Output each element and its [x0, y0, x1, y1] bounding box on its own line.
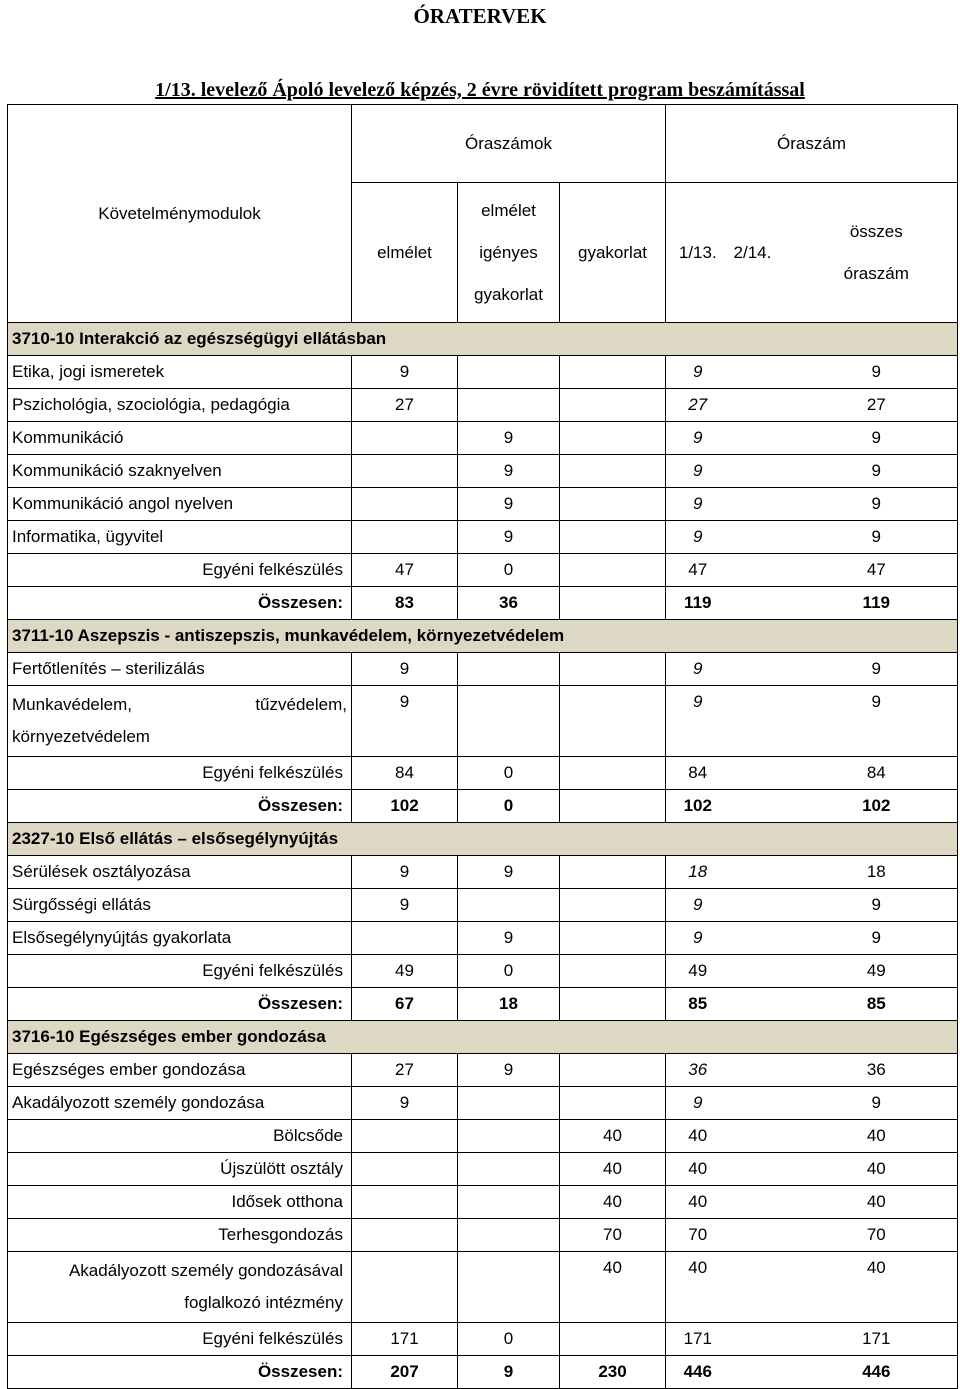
cell-tot: 36	[796, 1054, 958, 1087]
cell-y2	[730, 422, 796, 455]
cell-eig	[458, 389, 560, 422]
cell-eig	[458, 653, 560, 686]
row-name: Kommunikáció szaknyelven	[8, 455, 352, 488]
cell-gyak: 40	[560, 1252, 666, 1323]
cell-y1: 9	[666, 422, 730, 455]
cell-y1: 27	[666, 389, 730, 422]
cell-eig	[458, 1186, 560, 1219]
subject-row	[8, 922, 958, 955]
section-heading-row	[8, 620, 958, 653]
row-name-line	[12, 689, 347, 721]
cell-elm	[352, 488, 458, 521]
cell-eig: 9	[458, 856, 560, 889]
cell-y1: 36	[666, 1054, 730, 1087]
subject-row	[8, 521, 958, 554]
cell-y1: 102	[666, 790, 730, 823]
row-name-line: környezetvédelem	[12, 727, 150, 746]
cell-y1: 40	[666, 1186, 730, 1219]
cell-elm	[352, 1186, 458, 1219]
subject-row	[8, 856, 958, 889]
row-name: Kommunikáció angol nyelven	[8, 488, 352, 521]
row-name-line: foglalkozó intézmény	[184, 1293, 343, 1312]
cell-eig: 0	[458, 554, 560, 587]
section-heading: 3716-10 Egészséges ember gondozása	[8, 1021, 958, 1054]
cell-tot: 9	[796, 1087, 958, 1120]
header-gyakorlat: gyakorlat	[560, 183, 666, 323]
subject-row	[8, 889, 958, 922]
cell-gyak: 230	[560, 1356, 666, 1389]
row-name-line: Akadályozott személy gondozásával	[68, 1261, 343, 1280]
cell-gyak	[560, 1087, 666, 1120]
cell-elm: 9	[352, 356, 458, 389]
section-heading-row	[8, 323, 958, 356]
cell-eig	[458, 686, 560, 757]
cell-elm: 9	[352, 889, 458, 922]
row-name: Egyéni felkészülés	[8, 757, 352, 790]
cell-elm	[352, 1153, 458, 1186]
cell-elm	[352, 521, 458, 554]
cell-gyak	[560, 389, 666, 422]
cell-tot: 9	[796, 686, 958, 757]
total-row	[8, 587, 958, 620]
cell-elm: 102	[352, 790, 458, 823]
section-heading-row	[8, 1021, 958, 1054]
subject-row	[8, 1054, 958, 1087]
self-study-row	[8, 955, 958, 988]
cell-gyak	[560, 922, 666, 955]
cell-gyak	[560, 790, 666, 823]
practice-row	[8, 1186, 958, 1219]
cell-tot: 9	[796, 922, 958, 955]
cell-eig	[458, 1219, 560, 1252]
row-name: Informatika, ügyvitel	[8, 521, 352, 554]
row-name: Egyéni felkészülés	[8, 1323, 352, 1356]
row-name: Egyéni felkészülés	[8, 554, 352, 587]
row-name: Egészséges ember gondozása	[8, 1054, 352, 1087]
cell-elm: 9	[352, 653, 458, 686]
cell-gyak	[560, 554, 666, 587]
subject-row	[8, 1087, 958, 1120]
row-name-part: tűzvédelem,	[255, 695, 347, 714]
cell-y2	[730, 1252, 796, 1323]
cell-gyak	[560, 653, 666, 686]
row-name: Elsősegélynyújtás gyakorlata	[8, 922, 352, 955]
cell-gyak	[560, 889, 666, 922]
cell-elm	[352, 1219, 458, 1252]
cell-y2	[730, 455, 796, 488]
cell-eig: 0	[458, 955, 560, 988]
cell-y1: 9	[666, 686, 730, 757]
cell-y1: 9	[666, 922, 730, 955]
total-row	[8, 1356, 958, 1389]
cell-elm: 9	[352, 1087, 458, 1120]
section-heading: 3710-10 Interakció az egészségügyi ellátásban	[8, 323, 958, 356]
cell-y2	[730, 554, 796, 587]
row-name: Egyéni felkészülés	[8, 955, 352, 988]
row-name: Akadályozott személy gondozása	[8, 1087, 352, 1120]
cell-y1: 9	[666, 356, 730, 389]
cell-eig: 0	[458, 1323, 560, 1356]
practice-row	[8, 1252, 958, 1323]
row-name-part: Munkavédelem,	[12, 695, 133, 714]
cell-y2	[730, 653, 796, 686]
cell-eig: 18	[458, 988, 560, 1021]
cell-eig	[458, 889, 560, 922]
cell-gyak	[560, 455, 666, 488]
section-heading: 3711-10 Aszepszis - antiszepszis, munkavédelem, környezetvédelem	[8, 620, 958, 653]
cell-y1: 9	[666, 488, 730, 521]
cell-y2	[730, 757, 796, 790]
header-year1: 1/13.	[666, 183, 730, 323]
section-heading-row	[8, 823, 958, 856]
cell-gyak	[560, 356, 666, 389]
row-name: Összesen:	[8, 587, 352, 620]
cell-y1: 40	[666, 1120, 730, 1153]
cell-gyak	[560, 422, 666, 455]
subject-row	[8, 455, 958, 488]
header-elmelet: elmélet	[352, 183, 458, 323]
cell-tot: 27	[796, 389, 958, 422]
subject-row	[8, 422, 958, 455]
cell-eig	[458, 356, 560, 389]
cell-tot: 84	[796, 757, 958, 790]
cell-eig: 0	[458, 757, 560, 790]
cell-elm	[352, 1120, 458, 1153]
row-name: Sérülések osztályozása	[8, 856, 352, 889]
section-heading: 2327-10 Első ellátás – elsősegélynyújtás	[8, 823, 958, 856]
cell-y2	[730, 1186, 796, 1219]
cell-tot: 18	[796, 856, 958, 889]
cell-elm: 47	[352, 554, 458, 587]
self-study-row	[8, 1323, 958, 1356]
cell-gyak: 40	[560, 1120, 666, 1153]
cell-gyak	[560, 1323, 666, 1356]
cell-tot: 40	[796, 1120, 958, 1153]
cell-tot: 47	[796, 554, 958, 587]
page-subtitle: 1/13. levelező Ápoló levelező képzés, 2 évre rövidített program beszámítással	[155, 79, 805, 101]
row-name: Pszichológia, szociológia, pedagógia	[8, 389, 352, 422]
cell-elm: 171	[352, 1323, 458, 1356]
cell-gyak: 70	[560, 1219, 666, 1252]
cell-eig: 9	[458, 422, 560, 455]
cell-y1: 40	[666, 1252, 730, 1323]
cell-y1: 9	[666, 1087, 730, 1120]
row-name: Idősek otthona	[8, 1186, 352, 1219]
subject-row	[8, 488, 958, 521]
cell-tot: 49	[796, 955, 958, 988]
cell-eig: 9	[458, 922, 560, 955]
header-modules: Követelménymodulok	[8, 105, 352, 323]
cell-y1: 446	[666, 1356, 730, 1389]
cell-y1: 40	[666, 1153, 730, 1186]
cell-elm: 9	[352, 686, 458, 757]
subject-row	[8, 686, 958, 757]
cell-y1: 9	[666, 455, 730, 488]
cell-y1: 9	[666, 653, 730, 686]
cell-tot: 85	[796, 988, 958, 1021]
subject-row	[8, 389, 958, 422]
cell-eig: 36	[458, 587, 560, 620]
cell-elm	[352, 922, 458, 955]
practice-row	[8, 1219, 958, 1252]
row-name: Kommunikáció	[8, 422, 352, 455]
cell-y1: 85	[666, 988, 730, 1021]
cell-y1: 171	[666, 1323, 730, 1356]
cell-y2	[730, 488, 796, 521]
cell-y1: 49	[666, 955, 730, 988]
cell-y1: 84	[666, 757, 730, 790]
cell-tot: 119	[796, 587, 958, 620]
cell-tot: 40	[796, 1252, 958, 1323]
cell-gyak: 40	[560, 1186, 666, 1219]
cell-gyak	[560, 757, 666, 790]
cell-tot: 9	[796, 521, 958, 554]
cell-y1: 119	[666, 587, 730, 620]
cell-tot: 446	[796, 1356, 958, 1389]
cell-gyak	[560, 988, 666, 1021]
row-name: Újszülött osztály	[8, 1153, 352, 1186]
cell-y2	[730, 356, 796, 389]
header-year2: 2/14.	[730, 183, 796, 323]
cell-eig: 9	[458, 488, 560, 521]
cell-y2	[730, 1054, 796, 1087]
cell-elm: 83	[352, 587, 458, 620]
total-row	[8, 790, 958, 823]
cell-tot: 102	[796, 790, 958, 823]
cell-y1: 9	[666, 889, 730, 922]
cell-y2	[730, 889, 796, 922]
row-name: Etika, jogi ismeretek	[8, 356, 352, 389]
self-study-row	[8, 554, 958, 587]
cell-eig	[458, 1120, 560, 1153]
cell-gyak	[560, 1054, 666, 1087]
subject-row	[8, 653, 958, 686]
cell-y2	[730, 1087, 796, 1120]
cell-tot: 40	[796, 1186, 958, 1219]
cell-y2	[730, 988, 796, 1021]
row-name: Összesen:	[8, 1356, 352, 1389]
cell-y2	[730, 1153, 796, 1186]
cell-eig: 9	[458, 1054, 560, 1087]
cell-y2	[730, 521, 796, 554]
cell-elm: 9	[352, 856, 458, 889]
self-study-row	[8, 757, 958, 790]
cell-elm: 49	[352, 955, 458, 988]
cell-y2	[730, 1120, 796, 1153]
cell-gyak: 40	[560, 1153, 666, 1186]
curriculum-table	[7, 104, 958, 1389]
cell-gyak	[560, 587, 666, 620]
cell-gyak	[560, 955, 666, 988]
row-name: Fertőtlenítés – sterilizálás	[8, 653, 352, 686]
cell-tot: 9	[796, 356, 958, 389]
cell-eig	[458, 1252, 560, 1323]
cell-elm	[352, 422, 458, 455]
cell-y2	[730, 1356, 796, 1389]
cell-eig: 9	[458, 455, 560, 488]
cell-y1: 47	[666, 554, 730, 587]
cell-tot: 70	[796, 1219, 958, 1252]
cell-gyak	[560, 521, 666, 554]
cell-y2	[730, 686, 796, 757]
cell-elm	[352, 455, 458, 488]
cell-tot: 40	[796, 1153, 958, 1186]
row-name: Bölcsőde	[8, 1120, 352, 1153]
cell-tot: 9	[796, 889, 958, 922]
cell-y2	[730, 389, 796, 422]
page-title: ÓRATERVEK	[413, 4, 547, 28]
cell-tot: 9	[796, 653, 958, 686]
header-osszes: összes óraszám	[796, 183, 958, 323]
cell-gyak	[560, 488, 666, 521]
cell-y2	[730, 856, 796, 889]
subject-row	[8, 356, 958, 389]
cell-y2	[730, 1219, 796, 1252]
cell-y1: 18	[666, 856, 730, 889]
practice-row	[8, 1153, 958, 1186]
cell-elm: 84	[352, 757, 458, 790]
row-name	[8, 686, 352, 757]
row-name: Összesen:	[8, 988, 352, 1021]
header-elmelet-igenyes: elmélet igényes gyakorlat	[458, 183, 560, 323]
cell-gyak	[560, 686, 666, 757]
cell-eig: 9	[458, 1356, 560, 1389]
cell-tot: 9	[796, 488, 958, 521]
cell-eig	[458, 1087, 560, 1120]
cell-y2	[730, 922, 796, 955]
cell-tot: 9	[796, 422, 958, 455]
cell-elm: 207	[352, 1356, 458, 1389]
header-oraszam: Óraszám	[666, 105, 958, 183]
cell-y2	[730, 790, 796, 823]
cell-y1: 9	[666, 521, 730, 554]
cell-gyak	[560, 856, 666, 889]
cell-tot: 171	[796, 1323, 958, 1356]
cell-y1: 70	[666, 1219, 730, 1252]
cell-elm: 27	[352, 1054, 458, 1087]
cell-elm	[352, 1252, 458, 1323]
cell-y2	[730, 587, 796, 620]
cell-eig: 9	[458, 521, 560, 554]
cell-eig	[458, 1153, 560, 1186]
total-row	[8, 988, 958, 1021]
cell-eig: 0	[458, 790, 560, 823]
cell-elm: 67	[352, 988, 458, 1021]
row-name: Összesen:	[8, 790, 352, 823]
header-oraszamok: Óraszámok	[352, 105, 666, 183]
practice-row	[8, 1120, 958, 1153]
row-name	[8, 1252, 352, 1323]
cell-tot: 9	[796, 455, 958, 488]
row-name: Terhesgondozás	[8, 1219, 352, 1252]
row-name: Sürgősségi ellátás	[8, 889, 352, 922]
cell-y2	[730, 955, 796, 988]
cell-elm: 27	[352, 389, 458, 422]
cell-y2	[730, 1323, 796, 1356]
